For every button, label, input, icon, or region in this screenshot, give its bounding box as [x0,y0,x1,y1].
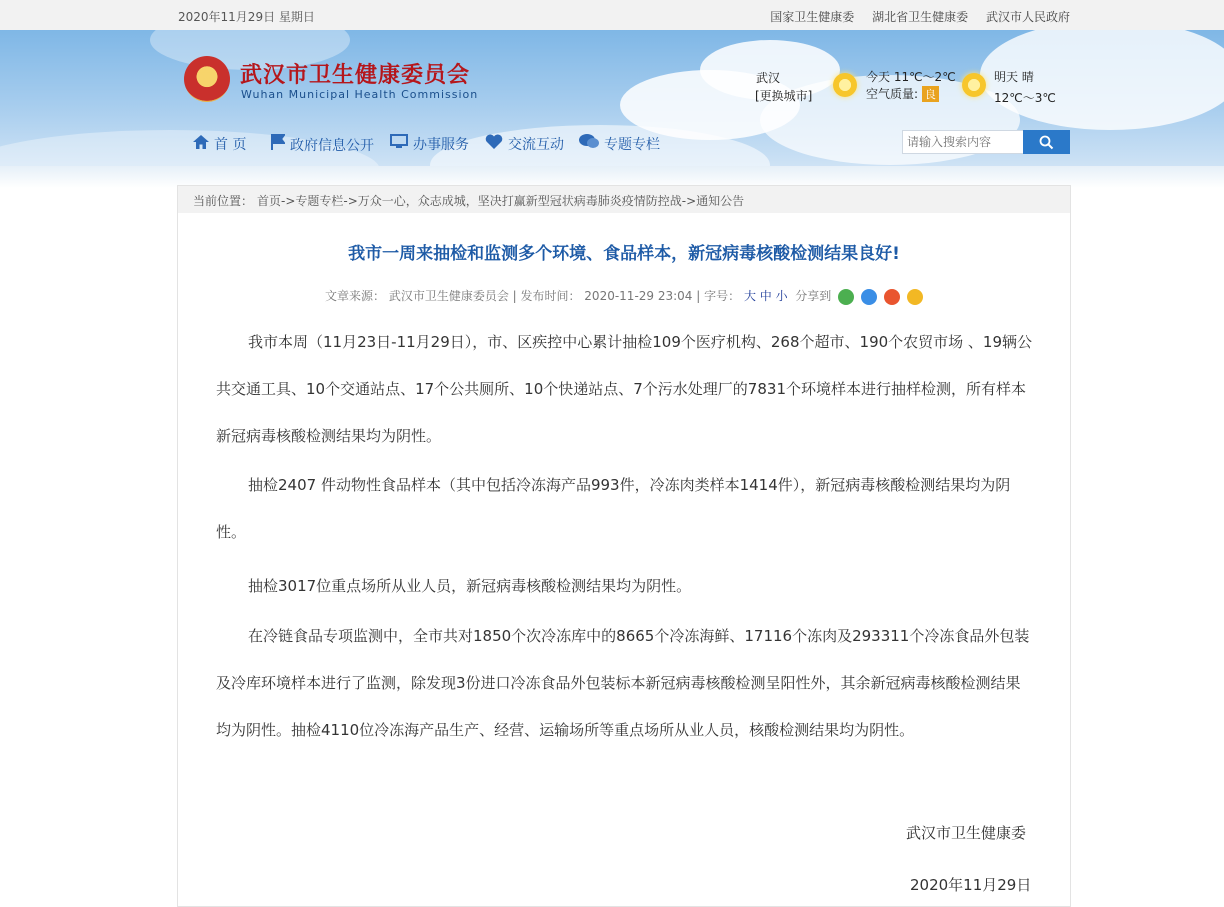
current-date: 2020年11月29日 星期日 [178,10,315,24]
nav-services[interactable] [390,134,469,154]
nav-label: 专题专栏 [604,137,660,153]
nav-label: 政府信息公开 [290,138,374,154]
weibo-share-icon[interactable] [884,289,900,305]
breadcrumb-label: 当前位置： [193,194,254,208]
sun-icon [833,73,857,97]
flag-icon [271,134,285,154]
search-input[interactable] [902,130,1024,154]
heart-icon [485,134,503,153]
top-links [756,8,1070,25]
weather-tomorrow: 明天 晴 [994,70,1034,84]
chat-icon [579,134,599,153]
monitor-icon [390,134,408,153]
weather-tomorrow-temp: 12℃～3℃ [994,91,1056,105]
nav-label: 办事服务 [413,137,469,153]
nav-interaction[interactable] [485,134,564,154]
air-quality-label: 空气质量: [866,87,919,101]
search-button[interactable] [1023,130,1070,154]
article-date: 2020年11月29日 [910,876,1032,894]
link-hubei-health[interactable]: 湖北省卫生健康委 [872,10,969,24]
article-meta [325,287,923,305]
search-icon [1039,135,1054,150]
nav-gov-info[interactable] [271,134,374,155]
air-quality [866,85,939,102]
nav-home[interactable] [193,134,246,154]
article-container [177,185,1071,907]
weather-today: 今天 11℃～2℃ [866,70,956,84]
article-title: 我市一周来抽检和监测多个环境、食品样本，新冠病毒核酸检测结果良好! [348,244,900,264]
nav-label: 交流互动 [508,137,564,153]
nav-topics[interactable] [579,134,660,154]
top-bar [0,0,1224,31]
site-title[interactable]: 武汉市卫生健康委员会 [240,62,471,88]
qq-share-icon[interactable] [861,289,877,305]
home-icon [193,135,209,153]
change-city-link[interactable]: [更换城市] [755,89,813,103]
article-paragraph: 我市本周（11月23日-11月29日），市、区疾控中心累计抽检109个医疗机构、268个超市、190个农贸市场 、19辆公共交通工具、10个交通站点、17个公共厕所、10个快递站点、7个污水处理厂的7831个环境样本进行抽样检测，所有样本新冠病毒核酸检测结果均为阴性。 [216,333,1033,445]
link-wuhan-gov[interactable]: 武汉市人民政府 [985,10,1070,24]
search-box [902,130,1070,154]
meta-source: 文章来源： 武汉市卫生健康委员会 | 发布时间： 2020-11-29 23:04 | 字号： [325,289,741,303]
qzone-share-icon[interactable] [907,289,923,305]
article-paragraph: 在冷链食品专项监测中，全市共对1850个次冷冻库中的8665个冷冻海鲜、17116个冻肉及293311个冷冻食品外包装及冷库环境样本进行了监测，除发现3份进口冷冻食品外包装标本新冠病毒核酸检测呈阳性外，其余新冠病毒核酸检测结果均为阴性。抽检4110位冷冻海产品生产、经营、运输场所等重点场所从业人员，核酸检测结果均为阴性。 [216,627,1030,739]
national-emblem-icon: ★ [184,56,230,102]
sun-icon [962,73,986,97]
article-paragraph: 抽检2407 件动物性食品样本（其中包括冷冻海产品993件，冷冻肉类样本1414件），新冠病毒核酸检测结果均为阴性。 [216,476,1011,541]
breadcrumb-path[interactable]: 首页->专题专栏->万众一心，众志成城，坚决打赢新型冠状病毒肺炎疫情防控战->通知公告 [257,194,745,208]
nav-label: 首 页 [214,137,247,153]
weather-city: 武汉 [756,71,781,85]
wechat-share-icon[interactable] [838,289,854,305]
article-signature: 武汉市卫生健康委 [906,824,1027,842]
breadcrumb [178,186,1070,213]
air-quality-badge: 良 [922,86,939,102]
article-paragraph: 抽检3017位重点场所从业人员，新冠病毒核酸检测结果均为阴性。 [248,577,692,595]
font-size-options[interactable]: 大 中 小 [743,289,788,303]
share-label: 分享到 [795,289,832,303]
link-national-health[interactable]: 国家卫生健康委 [770,10,855,24]
site-subtitle: Wuhan Municipal Health Commission [241,88,479,101]
